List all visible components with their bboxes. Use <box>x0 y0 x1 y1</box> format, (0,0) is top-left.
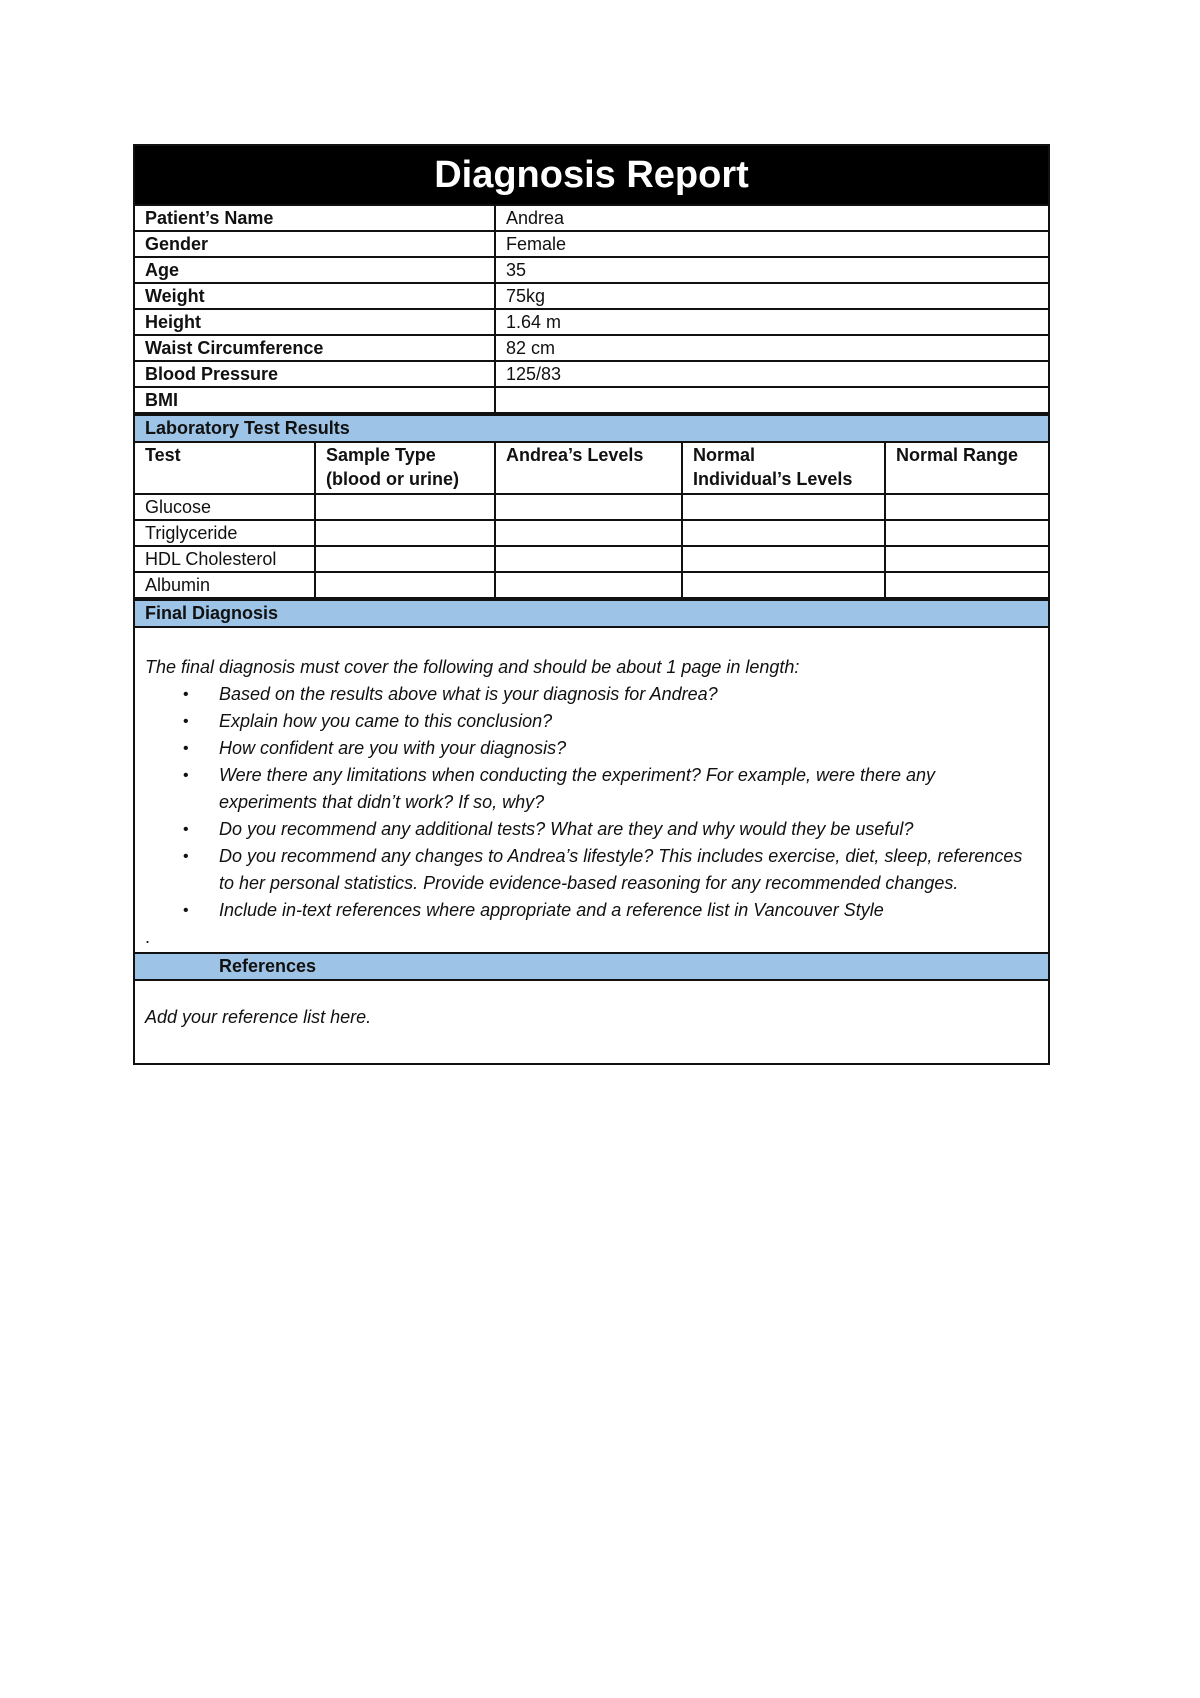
field-value[interactable]: 35 <box>495 257 1048 283</box>
bullet-icon: • <box>183 821 189 838</box>
table-row <box>135 520 1048 546</box>
trailing-mark: . <box>145 927 151 947</box>
field-label: Blood Pressure <box>135 361 495 387</box>
normal-range-cell[interactable] <box>885 572 1048 598</box>
bullet-icon: • <box>183 902 189 919</box>
field-label: Age <box>135 257 495 283</box>
lab-results-table <box>135 443 1048 599</box>
patient-info-row <box>135 387 1048 413</box>
test-name: Triglyceride <box>135 520 315 546</box>
field-label: Waist Circumference <box>135 335 495 361</box>
column-header-andrea-levels: Andrea’s Levels <box>495 443 682 494</box>
sample-type-cell[interactable] <box>315 546 495 572</box>
normal-level-cell[interactable] <box>682 572 885 598</box>
list-item: • Explain how you came to this conclusion? <box>219 708 1038 735</box>
bullet-icon: • <box>183 686 189 703</box>
bullet-icon: • <box>183 848 189 865</box>
sample-type-cell[interactable] <box>315 520 495 546</box>
field-value[interactable]: 75kg <box>495 283 1048 309</box>
sample-type-cell[interactable] <box>315 572 495 598</box>
test-name: Glucose <box>135 494 315 520</box>
diagnosis-intro: The final diagnosis must cover the following and should be about 1 page in length: <box>145 657 800 677</box>
normal-range-cell[interactable] <box>885 520 1048 546</box>
lab-header-row <box>135 443 1048 494</box>
patient-info-row <box>135 309 1048 335</box>
field-label: Gender <box>135 231 495 257</box>
field-value[interactable]: 82 cm <box>495 335 1048 361</box>
field-label: Height <box>135 309 495 335</box>
lab-results-heading: Laboratory Test Results <box>135 414 1048 443</box>
field-label: Weight <box>135 283 495 309</box>
field-value[interactable]: 1.64 m <box>495 309 1048 335</box>
references-body[interactable] <box>135 981 1048 1063</box>
table-row <box>135 546 1048 572</box>
field-value[interactable]: Andrea <box>495 206 1048 231</box>
field-value[interactable]: Female <box>495 231 1048 257</box>
column-header-test: Test <box>135 443 315 494</box>
bullet-icon: • <box>183 767 189 784</box>
sample-type-cell[interactable] <box>315 494 495 520</box>
field-label: Patient’s Name <box>135 206 495 231</box>
bullet-icon: • <box>183 740 189 757</box>
table-row <box>135 572 1048 598</box>
field-label: BMI <box>135 387 495 413</box>
andrea-level-cell[interactable] <box>495 520 682 546</box>
andrea-level-cell[interactable] <box>495 494 682 520</box>
bullet-icon: • <box>183 713 189 730</box>
patient-info-row <box>135 361 1048 387</box>
patient-info-row <box>135 206 1048 231</box>
patient-info-row <box>135 335 1048 361</box>
test-name: HDL Cholesterol <box>135 546 315 572</box>
references-heading: References <box>135 954 1048 981</box>
list-item: • Based on the results above what is your diagnosis for Andrea? <box>219 681 1038 708</box>
field-value[interactable]: 125/83 <box>495 361 1048 387</box>
list-item: • Do you recommend any additional tests? What are they and why would they be useful? <box>219 816 1038 843</box>
andrea-level-cell[interactable] <box>495 572 682 598</box>
column-header-normal-range: Normal Range <box>885 443 1048 494</box>
list-item: • Were there any limitations when conducting the experiment? For example, were there any experiments that didn’t work? If so, why? <box>219 762 1038 816</box>
column-header-normal-levels: Normal Individual’s Levels <box>682 443 885 494</box>
normal-range-cell[interactable] <box>885 546 1048 572</box>
references-placeholder: Add your reference list here. <box>145 1007 372 1027</box>
list-item: • Include in-text references where appropriate and a reference list in Vancouver Style <box>219 897 1038 924</box>
diagnosis-report <box>133 144 1050 1065</box>
list-item: • Do you recommend any changes to Andrea’s lifestyle? This includes exercise, diet, sleep, references to her personal statistics. Provide evidence-based reasoning for any recommended changes. <box>219 843 1038 897</box>
bmi-value[interactable] <box>495 387 1048 413</box>
final-diagnosis-body[interactable] <box>135 628 1048 954</box>
test-name: Albumin <box>135 572 315 598</box>
patient-info-row <box>135 283 1048 309</box>
report-title: Diagnosis Report <box>135 146 1048 206</box>
patient-info-table <box>135 206 1048 414</box>
andrea-level-cell[interactable] <box>495 546 682 572</box>
normal-range-cell[interactable] <box>885 494 1048 520</box>
normal-level-cell[interactable] <box>682 546 885 572</box>
column-header-sample-type: Sample Type (blood or urine) <box>315 443 495 494</box>
normal-level-cell[interactable] <box>682 494 885 520</box>
list-item: • How confident are you with your diagnosis? <box>219 735 1038 762</box>
table-row <box>135 494 1048 520</box>
patient-info-row <box>135 257 1048 283</box>
patient-info-row <box>135 231 1048 257</box>
final-diagnosis-heading: Final Diagnosis <box>135 599 1048 628</box>
diagnosis-requirements-list <box>145 681 1038 924</box>
normal-level-cell[interactable] <box>682 520 885 546</box>
